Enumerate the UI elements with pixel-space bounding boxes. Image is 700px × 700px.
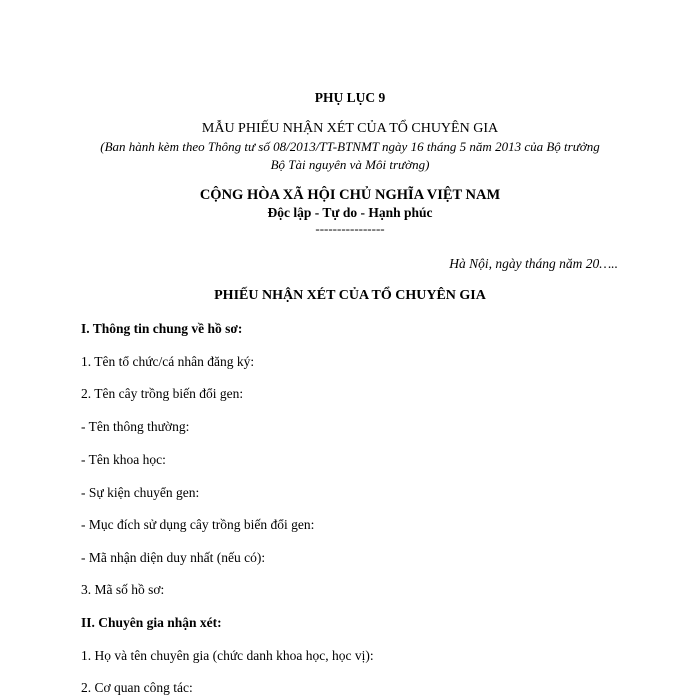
country-name: CỘNG HÒA XÃ HỘI CHỦ NGHĨA VIỆT NAM [199,187,501,203]
header-divider: ---------------- [315,221,385,236]
dossier-code-field: 3. Mã số hồ sơ: [81,582,165,597]
transgenic-event-field: - Sự kiện chuyển gen: [81,485,200,500]
unique-id-field: - Mã nhận diện duy nhất (nếu có): [81,550,266,565]
crop-name-field: 2. Tên cây trồng biến đổi gen: [81,386,244,401]
expert-name-field: 1. Họ và tên chuyên gia (chức danh khoa học, học vị): [81,648,374,663]
section-1-heading: I. Thông tin chung về hồ sơ: [81,321,243,336]
section-2-heading: II. Chuyên gia nhận xét: [81,615,222,630]
document-title: PHIẾU NHẬN XÉT CỦA TỔ CHUYÊN GIA [214,288,486,303]
issued-by-line-2: Bộ Tài nguyên và Môi trường) [270,157,430,172]
org-name-field: 1. Tên tổ chức/cá nhân đăng ký: [81,354,255,369]
place-date-line: Hà Nội, ngày tháng năm 20….. [449,256,618,271]
appendix-label: PHỤ LỤC 9 [314,90,386,105]
workplace-field: 2. Cơ quan công tác: [81,680,193,695]
issued-by-line-1: (Ban hành kèm theo Thông tư số 08/2013/TT-BTNMT ngày 16 tháng 5 năm 2013 của Bộ trưởng [100,139,600,154]
national-motto: Độc lập - Tự do - Hạnh phúc [267,205,433,220]
form-title: MẪU PHIẾU NHẬN XÉT CỦA TỔ CHUYÊN GIA [201,121,499,136]
usage-purpose-field: - Mục đích sử dụng cây trồng biến đổi gen: [81,517,315,532]
scientific-name-field: - Tên khoa học: [81,452,166,467]
common-name-field: - Tên thông thường: [81,419,190,434]
